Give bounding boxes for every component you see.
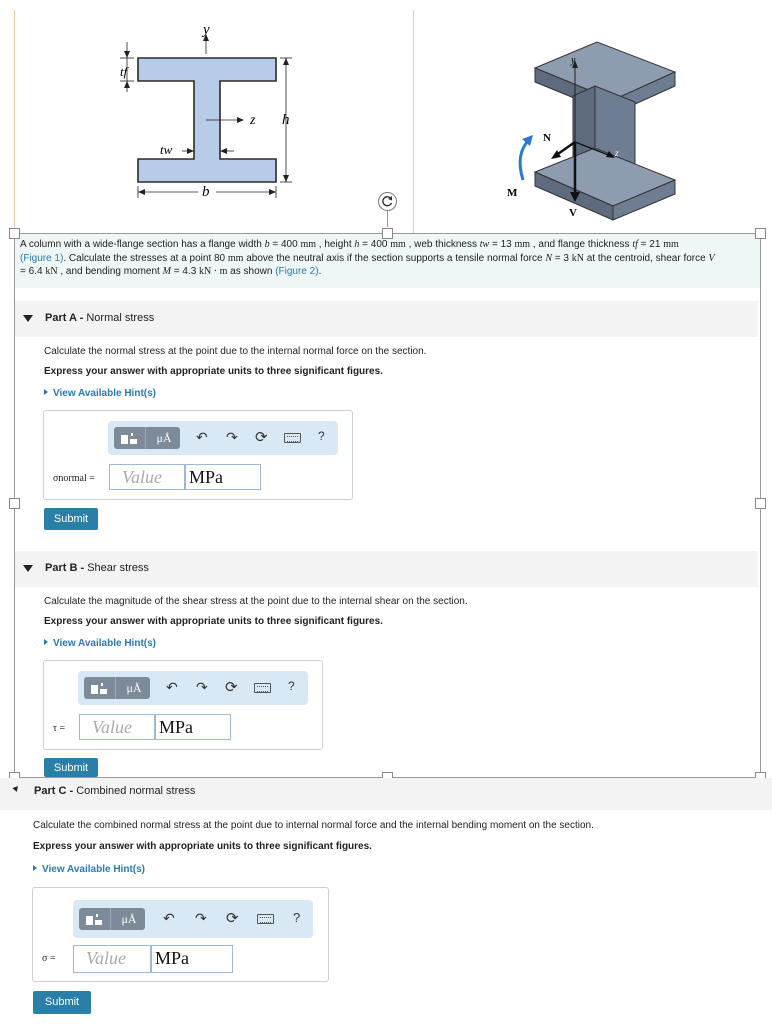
problem-text: = 3 [551, 252, 572, 264]
problem-text: . [318, 266, 322, 277]
part-a-question: Calculate the normal stress at the point due to the internal normal force on the section. [44, 346, 427, 357]
keyboard-icon[interactable] [257, 914, 274, 924]
help-icon[interactable]: ? [288, 679, 295, 693]
unit-mm: mm [663, 239, 679, 250]
part-b-instruction: Express your answer with appropriate units to three significant figures. [44, 616, 383, 627]
part-c-submit-button[interactable]: Submit [33, 991, 91, 1014]
unit-mm: mm [227, 252, 244, 264]
symbols-icon[interactable]: μÅ [156, 431, 172, 445]
problem-text: = 21 [637, 239, 664, 250]
undo-icon[interactable]: ↶ [196, 429, 208, 445]
sigma-label: σ = [42, 953, 56, 964]
keyboard-icon[interactable] [284, 433, 301, 443]
part-a-instruction: Express your answer with appropriate units to three significant figures. [44, 366, 383, 377]
fig1-y-label: y [203, 22, 210, 38]
problem-text: = 400 [359, 239, 391, 250]
symbol-n: N [545, 252, 552, 264]
figure-1-link[interactable]: (Figure 1) [20, 252, 64, 264]
problem-statement [14, 233, 760, 288]
problem-text: = 13 [489, 239, 515, 250]
unit-kn: kN [571, 252, 584, 264]
fig1-h-label: h [282, 112, 290, 128]
symbols-icon[interactable]: μÅ [126, 681, 142, 695]
symbol-b: b [264, 239, 270, 250]
part-b-answer-panel [43, 660, 323, 750]
part-a-unit-input[interactable]: MPa [185, 464, 261, 490]
problem-text: = 4.3 [170, 266, 200, 277]
help-icon[interactable]: ? [318, 429, 325, 443]
hint-caret-icon [44, 639, 48, 645]
fig1-b-label: b [202, 184, 210, 200]
unit-mm: mm [514, 239, 531, 250]
symbol-m: M [162, 266, 171, 277]
part-c-question: Calculate the combined normal stress at the point due to internal normal force and the internal bending moment on the section. [33, 820, 594, 831]
part-a-hint-link[interactable]: View Available Hint(s) [44, 388, 156, 399]
symbols-icon[interactable]: μÅ [121, 912, 137, 926]
z-axis-arrow [237, 117, 244, 123]
fig2-v-label: V [569, 207, 577, 219]
unit-kn: kN [45, 266, 58, 277]
reset-icon[interactable]: ⟳ [225, 679, 238, 696]
figure-divider [413, 10, 414, 238]
part-b-unit-input[interactable]: MPa [155, 714, 231, 740]
part-b-title: Part B - Shear stress [45, 562, 149, 574]
part-c-answer-panel [32, 887, 329, 982]
rotate-handle[interactable] [378, 192, 397, 211]
figure-left-border [14, 10, 15, 238]
toolbar-format-group [114, 427, 180, 449]
reset-icon[interactable]: ⟳ [226, 910, 239, 927]
problem-text: , and bending moment [57, 266, 163, 277]
figure-2-link[interactable]: (Figure 2) [275, 266, 319, 277]
part-b-hint-link[interactable]: View Available Hint(s) [44, 638, 156, 649]
symbol-tf: tf [632, 239, 638, 250]
symbol-h: h [354, 239, 360, 250]
resize-handle-top-left[interactable] [9, 228, 20, 239]
rotate-stem [387, 211, 388, 227]
help-icon[interactable]: ? [293, 910, 301, 925]
part-c-title: Part C - Combined normal stress [34, 785, 196, 797]
problem-text: above the neutral axis if the section supports a tensile normal force [243, 252, 546, 264]
hint-caret-icon [33, 865, 37, 871]
undo-icon[interactable]: ↶ [163, 910, 175, 926]
reset-icon[interactable]: ⟳ [255, 429, 268, 446]
undo-icon[interactable]: ↶ [166, 679, 178, 695]
part-a-title: Part A - Normal stress [45, 312, 155, 324]
tw-arrow-left [187, 148, 194, 154]
part-a-submit-button[interactable]: Submit [44, 508, 98, 530]
tw-arrow-right [220, 148, 227, 154]
symbol-tw: tw [479, 239, 490, 250]
fig2-y-label: y [571, 55, 576, 66]
problem-text: at the centroid, shear force [583, 252, 709, 264]
part-b-submit-button[interactable]: Submit [44, 758, 98, 777]
tf-arrow-bottom [124, 81, 130, 88]
part-a-answer-panel [43, 410, 353, 500]
tf-arrow-top [124, 51, 130, 58]
part-b-value-input[interactable]: Value [79, 714, 155, 740]
toolbar-format-group [84, 677, 150, 699]
part-a-toolbar [108, 421, 338, 455]
collapse-caret-icon[interactable] [23, 315, 33, 322]
problem-text: , and flange thickness [530, 239, 633, 250]
problem-text: = 400 [269, 239, 301, 250]
part-c-instruction: Express your answer with appropriate units to three significant figures. [33, 841, 372, 852]
symbol-v: V [708, 252, 715, 264]
moment-arc [520, 140, 529, 180]
b-arrow-right [269, 189, 276, 195]
problem-text: = 6.4 [20, 266, 46, 277]
fig1-tw-label: tw [160, 142, 173, 157]
unit-knm: kN · m [199, 266, 228, 277]
part-a-header[interactable] [14, 301, 758, 337]
rotate-icon [379, 193, 396, 210]
unit-mm: mm [390, 239, 406, 250]
templates-icon[interactable] [84, 677, 116, 699]
beam-3d-figure [495, 30, 695, 230]
h-arrow-bottom [283, 175, 289, 182]
unit-mm: mm [300, 239, 317, 250]
toolbar-format-group [79, 908, 145, 930]
problem-text: , height [316, 239, 355, 250]
fig2-z-label: z [615, 148, 619, 158]
problem-text: , web thickness [405, 239, 480, 250]
part-b-question: Calculate the magnitude of the shear stress at the point due to the internal shear on the section. [44, 596, 468, 607]
part-a-value-input[interactable]: Value [109, 464, 185, 490]
h-arrow-top [283, 58, 289, 65]
resize-handle-top[interactable] [382, 228, 393, 239]
resize-handle-right[interactable] [755, 498, 766, 509]
resize-handle-left[interactable] [9, 498, 20, 509]
part-b-toolbar [78, 671, 308, 705]
cross-section-figure [100, 14, 320, 214]
part-b-header[interactable] [14, 551, 758, 587]
fig1-z-label: z [250, 113, 256, 128]
part-c-unit-input[interactable]: MPa [151, 945, 233, 973]
fig2-m-label: M [507, 187, 518, 199]
templates-icon[interactable] [79, 908, 111, 930]
problem-text: A column with a wide-flange section has a flange width [20, 239, 265, 250]
collapse-caret-icon[interactable] [23, 565, 33, 572]
b-arrow-left [138, 189, 145, 195]
part-c-value-input[interactable]: Value [73, 945, 151, 973]
resize-handle-top-right[interactable] [755, 228, 766, 239]
hint-caret-icon [44, 389, 48, 395]
fig2-n-label: N [543, 132, 551, 144]
redo-icon[interactable]: ↷ [195, 910, 207, 926]
sigma-normal-label: σnormal = [53, 473, 95, 484]
part-c-hint-link[interactable]: View Available Hint(s) [33, 864, 145, 875]
part-c-toolbar [73, 900, 313, 938]
problem-text: . Calculate the stresses at a point 80 [63, 252, 228, 264]
problem-text: as shown [227, 266, 276, 277]
collapse-caret-icon[interactable] [12, 786, 19, 793]
templates-icon[interactable] [114, 427, 146, 449]
fig1-tf-label: tf [120, 64, 128, 79]
tau-label: τ = [53, 723, 66, 734]
keyboard-icon[interactable] [254, 683, 271, 693]
redo-icon[interactable]: ↷ [196, 679, 208, 695]
redo-icon[interactable]: ↷ [226, 429, 238, 445]
part-c-header[interactable] [0, 778, 772, 810]
